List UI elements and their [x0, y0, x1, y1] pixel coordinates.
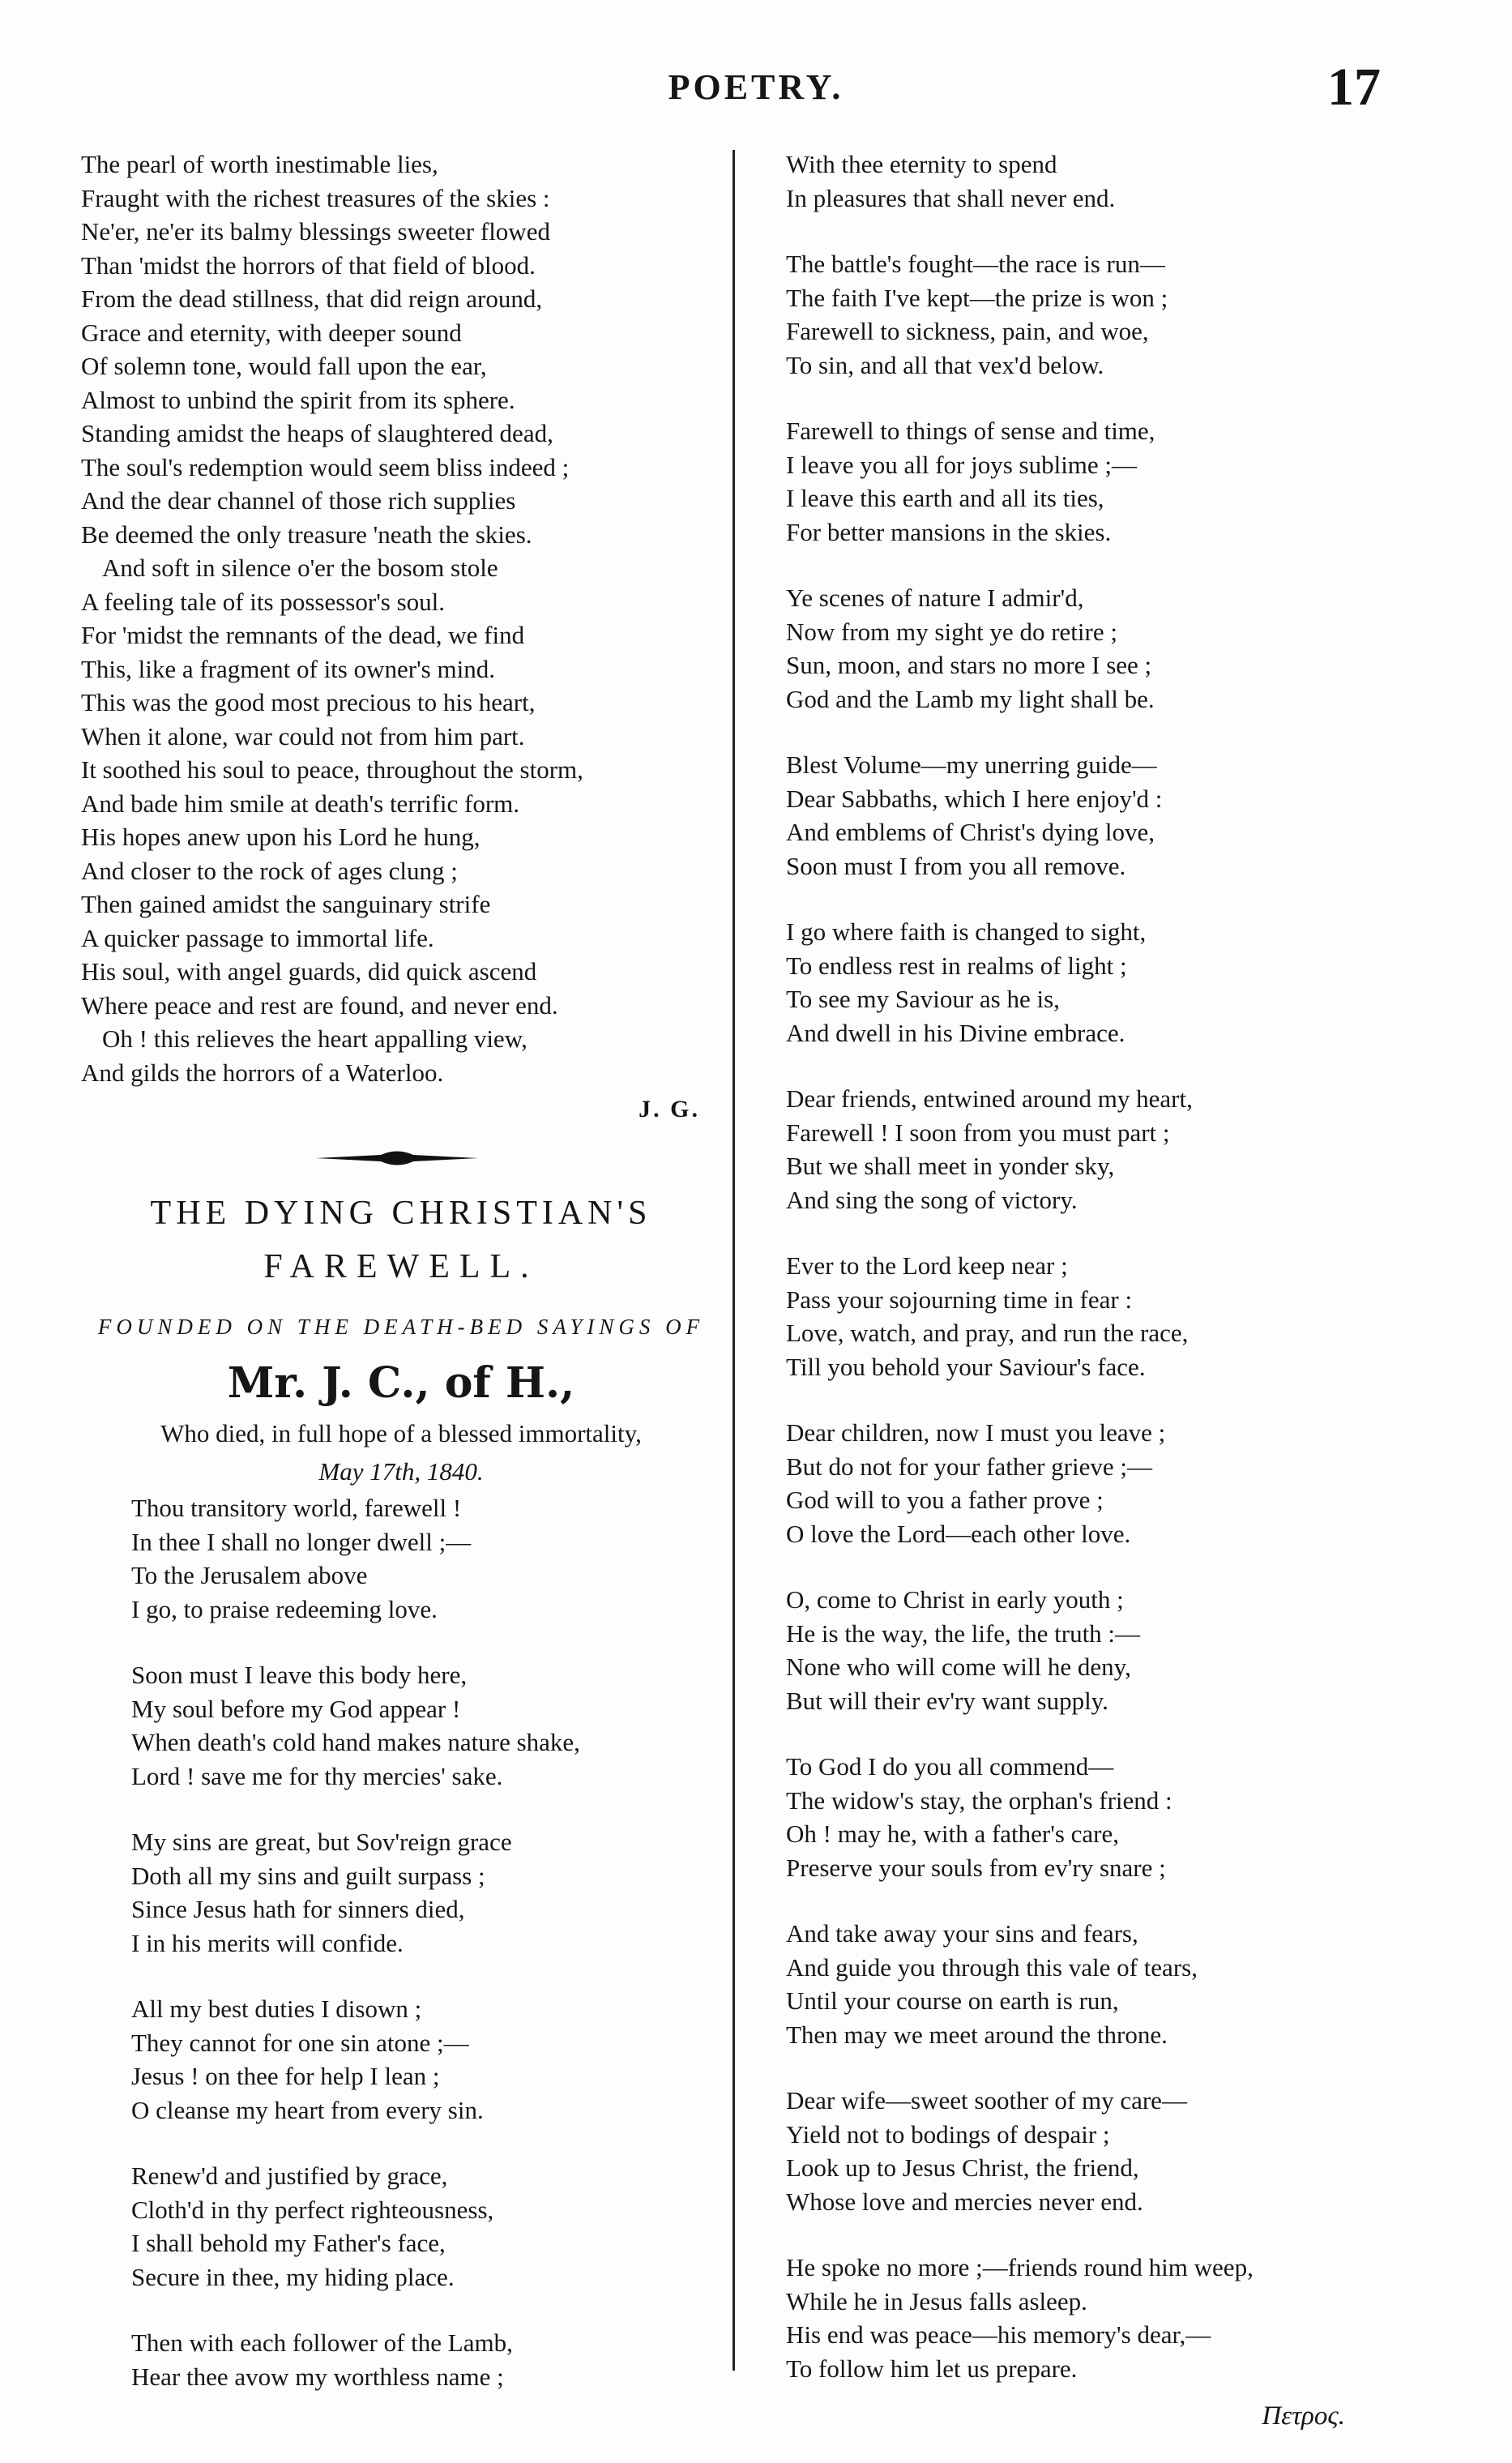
stanza-gap	[786, 2218, 1410, 2251]
poem-title-line2: FAREWELL.	[263, 1248, 539, 1285]
poem-subtitle: FOUNDED ON THE DEATH-BED SAYINGS OF	[97, 1315, 705, 1339]
poem-line: Than 'midst the horrors of that field of blood.	[81, 250, 536, 280]
stanza-line: Then may we meet around the throne.	[786, 2020, 1168, 2049]
stanza-line: Secure in thee, my hiding place.	[131, 2262, 455, 2291]
stanza-line: Thou transitory world, farewell !	[131, 1494, 462, 1522]
stanza	[786, 2251, 1410, 2385]
stanza-line: I go, to praise redeeming love.	[131, 1594, 438, 1623]
stanza-line: Farewell ! I soon from you must part ;	[786, 1118, 1170, 1147]
stanza	[81, 1992, 721, 2127]
poem-line: And soft in silence o'er the bosom stole	[102, 554, 498, 582]
stanza-line: Preserve your souls from ev'ry snare ;	[786, 1853, 1166, 1882]
stanza-line: O, come to Christ in early youth ;	[786, 1585, 1124, 1614]
stanza	[786, 1750, 1410, 1884]
stanza-line: Look up to Jesus Christ, the friend,	[786, 2153, 1139, 2182]
poem-line: And closer to the rock of ages clung ;	[81, 856, 458, 885]
stanza-line: I go where faith is changed to sight,	[786, 917, 1147, 946]
poem-line: The pearl of worth inestimable lies,	[81, 150, 438, 178]
stanza-line: I leave this earth and all its ties,	[786, 484, 1104, 512]
stanza-line: I leave you all for joys sublime ;—	[786, 450, 1138, 479]
poem-line: His soul, with angel guards, did quick ascend	[81, 957, 537, 986]
stanza-line: Since Jesus hath for sinners died,	[131, 1895, 465, 1923]
stanza-gap	[81, 2294, 721, 2326]
stanza	[81, 2159, 721, 2294]
right-column	[786, 148, 1410, 2440]
stanza	[786, 1583, 1410, 1717]
poem-line: Then gained amidst the sanguinary strife	[81, 890, 491, 918]
stanza-line: The faith I've kept—the prize is won ;	[786, 283, 1168, 312]
stanza-line: While he in Jesus falls asleep.	[786, 2286, 1087, 2315]
stanza-line: To God I do you all commend—	[786, 1752, 1114, 1781]
stanza-line: Till you behold your Saviour's face.	[786, 1352, 1146, 1381]
stanza-line: The widow's stay, the orphan's friend :	[786, 1785, 1172, 1815]
stanza-gap	[81, 2127, 721, 2159]
stanza	[81, 1491, 721, 1626]
stanza-line: God and the Lamb my light shall be.	[786, 684, 1155, 713]
stanza-line: Ye scenes of nature I admir'd,	[786, 584, 1084, 612]
stanza-gap	[786, 1550, 1410, 1583]
poem-line: Standing amidst the heaps of slaughtered dead,	[81, 419, 553, 447]
page-number: 17	[1327, 58, 1381, 117]
stanza-line: Yield not to bodings of despair ;	[786, 2119, 1110, 2149]
stanza-line: None who will come will he deny,	[786, 1653, 1131, 1681]
stanza	[786, 1249, 1410, 1383]
stanza-line: Soon must I leave this body here,	[131, 1661, 468, 1689]
stanza-gap	[786, 1383, 1410, 1416]
stanza-line: They cannot for one sin atone ;—	[131, 2028, 469, 2057]
stanza-line: Jesus ! on thee for help I lean ;	[131, 2062, 440, 2090]
poem-line: When it alone, war could not from him part.	[81, 721, 525, 750]
stanza-line: Hear thee avow my worthless name ;	[131, 2362, 504, 2391]
stanza-line: But will their ev'ry want supply.	[786, 1686, 1108, 1715]
stanza	[786, 414, 1410, 549]
first-poem	[81, 148, 721, 1089]
stanza-line: He is the way, the life, the truth :—	[786, 1618, 1141, 1648]
stanza	[786, 748, 1410, 883]
stanza-line: I in his merits will confide.	[131, 1928, 404, 1957]
stanza-line: Blest Volume—my unerring guide—	[786, 750, 1157, 779]
stanza-line: Soon must I from you all remove.	[786, 851, 1126, 880]
stanza-gap	[786, 1717, 1410, 1750]
stanza	[786, 915, 1410, 1050]
stanza-line: Now from my sight ye do retire ;	[786, 617, 1117, 646]
stanza-line: And guide you through this vale of tears,	[786, 1952, 1198, 1982]
stanza-line: O cleanse my heart from every sin.	[131, 2095, 484, 2124]
stanza	[786, 247, 1410, 382]
stanza-line: And dwell in his Divine embrace.	[786, 1018, 1125, 1047]
stanza-line: My soul before my God appear !	[131, 1694, 461, 1723]
ornament-rule	[316, 1146, 478, 1170]
stanza-line: Dear children, now I must you leave ;	[786, 1418, 1166, 1447]
stanza	[81, 1825, 721, 1960]
stanza-line: Oh ! may he, with a father's care,	[786, 1819, 1119, 1848]
stanza-line: Whose love and mercies never end.	[786, 2187, 1143, 2216]
left-stanzas	[81, 1491, 721, 2393]
poem-line: Grace and eternity, with deeper sound	[81, 318, 462, 347]
stanza-line: And take away your sins and fears,	[786, 1919, 1138, 1948]
stanza-line: Ever to the Lord keep near ;	[786, 1251, 1068, 1280]
stanza-line: And sing the song of victory.	[786, 1185, 1078, 1214]
stanza-line: Then with each follower of the Lamb,	[131, 2328, 513, 2357]
poem-line: Fraught with the richest treasures of the skies :	[81, 183, 550, 212]
stanza-line: Renew'd and justified by grace,	[131, 2162, 448, 2190]
stanza-line: In thee I shall no longer dwell ;—	[131, 1527, 472, 1556]
poem-title-line1: THE DYING CHRISTIAN'S	[150, 1195, 652, 1232]
stanza-line: Lord ! save me for thy mercies' sake.	[131, 1761, 503, 1790]
stanza-gap	[81, 1960, 721, 1992]
stanza-line: And emblems of Christ's dying love,	[786, 818, 1155, 846]
person-name: Mr. J. C., of H.,	[227, 1358, 575, 1408]
stanza-gap	[786, 549, 1410, 581]
poem-line: Of solemn tone, would fall upon the ear,	[81, 352, 487, 380]
stanza-line: To see my Saviour as he is,	[786, 985, 1060, 1013]
stanza-line: My sins are great, but Sov'reign grace	[131, 1828, 512, 1856]
stanza-line: Farewell to sickness, pain, and woe,	[786, 317, 1149, 345]
poem-line: His hopes anew upon his Lord he hung,	[81, 823, 481, 851]
stanza-line: He spoke no more ;—friends round him weep,	[786, 2253, 1254, 2281]
stanza-line: For better mansions in the skies.	[786, 517, 1112, 546]
stanza-gap	[786, 2051, 1410, 2084]
first-poem-signature: J. G.	[639, 1096, 700, 1122]
stanza-line: God will to you a father prove ;	[786, 1486, 1104, 1514]
poem-line: And gilds the horrors of a Waterloo.	[81, 1058, 444, 1087]
stanza	[786, 1917, 1410, 2051]
stanza-line: Cloth'd in thy perfect righteousness,	[131, 2195, 494, 2224]
stanza	[786, 2084, 1410, 2218]
stanza-line: Dear friends, entwined around my heart,	[786, 1084, 1193, 1113]
poem-line: Be deemed the only treasure 'neath the skies.	[81, 520, 532, 549]
poem-line: The soul's redemption would seem bliss indeed ;	[81, 452, 570, 481]
stanza-line: But do not for your father grieve ;—	[786, 1452, 1152, 1481]
stanza-line: Sun, moon, and stars no more I see ;	[786, 651, 1152, 679]
poem-line: And the dear channel of those rich supplies	[81, 486, 516, 515]
stanza	[81, 1658, 721, 1793]
poem-line: This, like a fragment of its owner's mind.	[81, 654, 495, 683]
poem-line: Oh ! this relieves the heart appalling view,	[102, 1024, 527, 1053]
stanza-gap	[786, 215, 1410, 247]
stanza-line: In pleasures that shall never end.	[786, 183, 1116, 212]
stanza	[786, 1082, 1410, 1217]
column-divider	[733, 150, 735, 2371]
stanza-gap	[786, 1884, 1410, 1917]
stanza-line: But we shall meet in yonder sky,	[786, 1152, 1115, 1180]
stanza-line: Dear Sabbaths, which I here enjoy'd :	[786, 784, 1163, 813]
stanza-gap	[786, 1050, 1410, 1082]
poem-line: And bade him smile at death's terrific form.	[81, 789, 520, 818]
stanza-line: O love the Lord—each other love.	[786, 1519, 1131, 1548]
poem-line: A feeling tale of its possessor's soul.	[81, 587, 446, 616]
stanza-line: I shall behold my Father's face,	[131, 2229, 446, 2257]
stanza-line: To follow him let us prepare.	[786, 2354, 1078, 2383]
stanza-line: Farewell to things of sense and time,	[786, 417, 1155, 445]
stanza-line: Doth all my sins and guilt surpass ;	[131, 1861, 485, 1890]
stanza	[786, 581, 1410, 716]
dedication-line: Who died, in full hope of a blessed immortality,	[160, 1419, 642, 1447]
poem-line: From the dead stillness, that did reign around,	[81, 284, 543, 313]
stanza-line: To the Jerusalem above	[131, 1561, 368, 1589]
running-header: POETRY.	[668, 67, 844, 107]
stanza-line: When death's cold hand makes nature shake,	[131, 1728, 580, 1756]
stanza-line: Dear wife—sweet soother of my care—	[786, 2086, 1187, 2115]
stanza-line: With thee eternity to spend	[786, 150, 1057, 178]
date-line: May 17th, 1840.	[318, 1457, 484, 1486]
stanza-line: His end was peace—his memory's dear,—	[786, 2320, 1211, 2349]
stanza-gap	[786, 883, 1410, 915]
poem-line: For 'midst the remnants of the dead, we find	[81, 621, 525, 649]
right-stanzas	[786, 148, 1410, 2385]
poem-line: Almost to unbind the spirit from its sphere.	[81, 385, 515, 414]
stanza-gap	[786, 716, 1410, 748]
stanza-line: Until your course on earth is run,	[786, 1986, 1119, 2015]
stanza	[786, 148, 1410, 215]
left-column	[81, 148, 721, 2393]
stanza-gap	[786, 1217, 1410, 1249]
poem-line: This was the good most precious to his heart,	[81, 688, 536, 716]
stanza-line: Pass your sojourning time in fear :	[786, 1285, 1133, 1314]
stanza-line: All my best duties I disown ;	[131, 1995, 422, 2023]
stanza-gap	[81, 1793, 721, 1825]
poem-line: Where peace and rest are found, and never end.	[81, 990, 558, 1020]
stanza-line: The battle's fought—the race is run—	[786, 250, 1165, 278]
stanza	[81, 2326, 721, 2393]
stanza	[786, 1416, 1410, 1550]
poem-line: A quicker passage to immortal life.	[81, 923, 434, 952]
stanza-line: To sin, and all that vex'd below.	[786, 350, 1104, 379]
stanza-gap	[786, 382, 1410, 414]
stanza-line: Love, watch, and pray, and run the race,	[786, 1319, 1189, 1347]
poem-line: Ne'er, ne'er its balmy blessings sweeter flowed	[81, 217, 550, 246]
poem-line: It soothed his soul to peace, throughout the storm,	[81, 755, 583, 784]
stanza-gap	[81, 1626, 721, 1658]
stanza-line: To endless rest in realms of light ;	[786, 951, 1127, 980]
final-signature: Πετρος.	[1262, 2401, 1345, 2431]
